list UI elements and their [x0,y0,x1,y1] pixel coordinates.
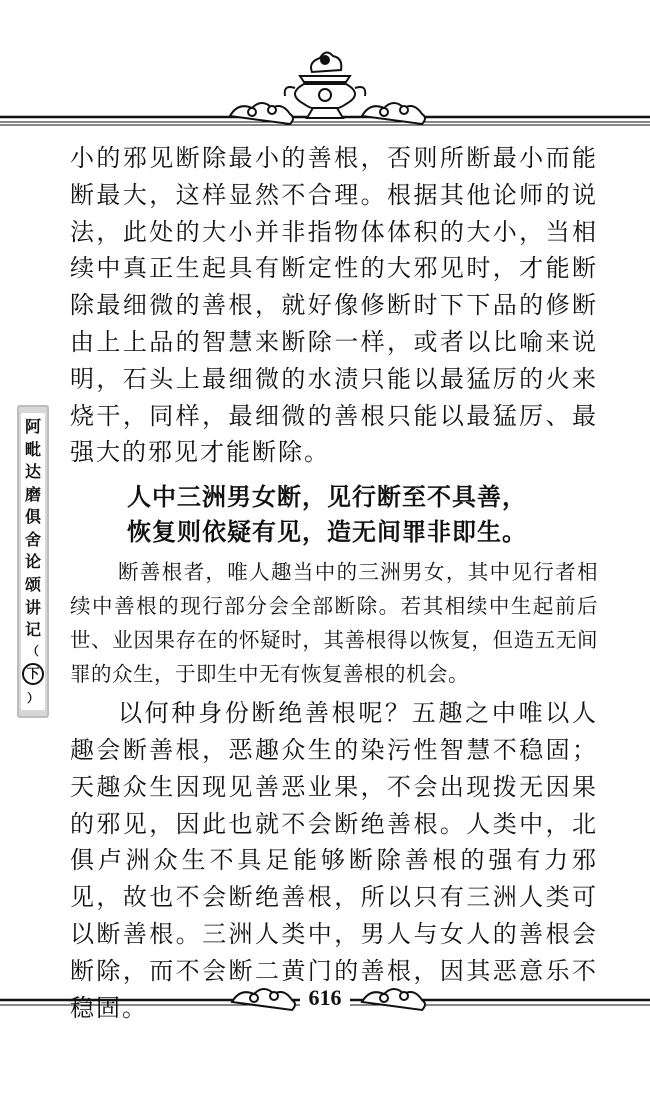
book-title-char: 记 [24,620,41,640]
book-volume-badge: 下 [22,663,44,685]
page-number: 616 [308,985,342,1010]
book-title-tab-inner [21,413,45,710]
vase-icon [285,52,366,118]
book-title-char: 达 [24,462,41,482]
book-title-char: 阿 [24,417,41,436]
book-title-char: 磨 [24,484,41,504]
book-title-char: 舍 [24,529,41,549]
book-title-paren-open: （ [26,643,39,658]
book-title-char: 俱 [24,507,41,527]
book-title-tab [17,405,49,718]
header-ornament [0,0,650,140]
book-title-char: 颂 [24,575,41,595]
root-verse [70,479,598,549]
verse-line-2: 恢复则依疑有见，造无间罪非即生。 [127,517,527,547]
paragraph-explanation-1: 小的邪见断除最小的善根，否则所断最小而能断最大，这样显然不合理。根据其他论师的说法，此处的大小并非指物体体积的大小，当相续中真正生起具有断定性的大邪见时，才能断除最细微的善根，就好像修断时下下品的修断由上上品的智慧来断除一样，或者以比喻来说明，石头上最细微的水渍只能以最猛厉的火来烧干，同样，最细微的善根只能以最猛厉、最强大的邪见才能断除。 [70,144,598,467]
book-title-char: 毗 [24,439,41,459]
paragraph-explanation-2: 以何种身份断绝善根呢？五趣之中唯以人趣会断善根，恶趣众生的染污性智慧不稳固；天趣众生因现见善恶业果，不会出现拨无因果的邪见，因此也就不会断绝善根。人类中，北俱卢洲众生不具足能够断除善根的强有力邪见，故也不会断绝善根，所以只有三洲人类可以断善根。三洲人类中，男人与女人的善根会断除，而不会断二黄门的善根，因其恶意乐不稳固。 [70,699,598,1022]
verse-line-1: 人中三洲男女断，见行断至不具善， [127,482,527,512]
book-title-char: 论 [24,552,41,572]
verse-commentary: 断善根者，唯人趣当中的三洲男女，其中见行者相续中善根的现行部分会全部断除。若其相续中生起前后世、业因果存在的怀疑时，其善根得以恢复，但造五无间罪的众生，于即生中无有恢复善根的机会。 [70,560,598,687]
header-ornament-graphic [0,0,650,140]
book-title-paren-close: ） [26,690,39,705]
page-body [70,140,598,1026]
book-title-char: 讲 [24,597,41,617]
